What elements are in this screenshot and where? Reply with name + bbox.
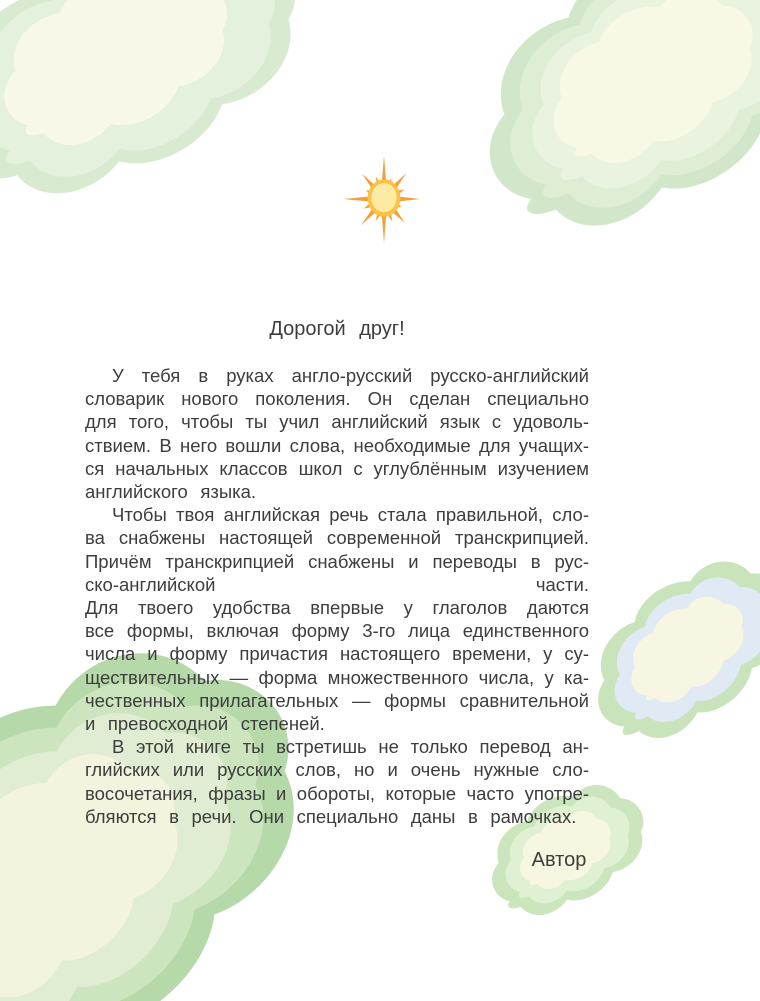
text-line: для того, чтобы ты учил английский язык с удоволь- [85,411,589,433]
text-line: числа и форму причастия настоящего времени, у су- [85,643,589,665]
text-line: все формы, включая форму 3-го лица единственного [85,620,589,642]
sun-icon [343,152,425,246]
text-line: и превосходной степеней. [85,713,325,735]
text-line: У тебя в руках англо-русский русско-английский [112,365,589,386]
body-text [85,364,589,828]
cloud-decoration-top-left [0,0,370,266]
paragraph [85,364,589,503]
text-line: ско-английской части. [85,573,589,595]
page-title: Дорогой друг! [269,318,405,340]
cloud-decoration-top-right [403,0,760,306]
text-line: В этой книге ты встретишь не только перевод ан- [112,736,589,758]
text-line: английского языка. [85,481,257,503]
sun-core-inner [371,183,396,212]
text-line: восочетания, фразы и обороты, которые часто употре- [85,782,589,804]
text-line: бляются в речи. Они специально даны в рамочках. [85,805,577,827]
paragraph [85,503,589,735]
text-line: ществительных — форма множественного числа, у ка- [85,666,589,688]
text-line: Причём транскрипцией снабжены и переводы в рус- [85,550,589,572]
text-line: чественных прилагательных — формы сравнительной [85,689,589,711]
author-signature: Автор [531,849,587,871]
text-line: ва снабжены настоящей современной транскрипцией. [85,527,589,549]
paragraph [85,735,589,828]
text-line: Для твоего удобства впервые у глаголов даются [85,597,589,619]
text-line: глийских или русских слов, но и очень нужные сло- [85,759,589,781]
text-line: ствием. В него вошли слова, необходимые для учащих- [85,434,589,456]
text-line: Чтобы твоя английская речь стала правильной, сло- [112,504,589,526]
text-line: словарик нового поколения. Он сделан специально [85,388,589,410]
text-line: ся начальных классов школ с углублённым изучением [85,457,589,479]
